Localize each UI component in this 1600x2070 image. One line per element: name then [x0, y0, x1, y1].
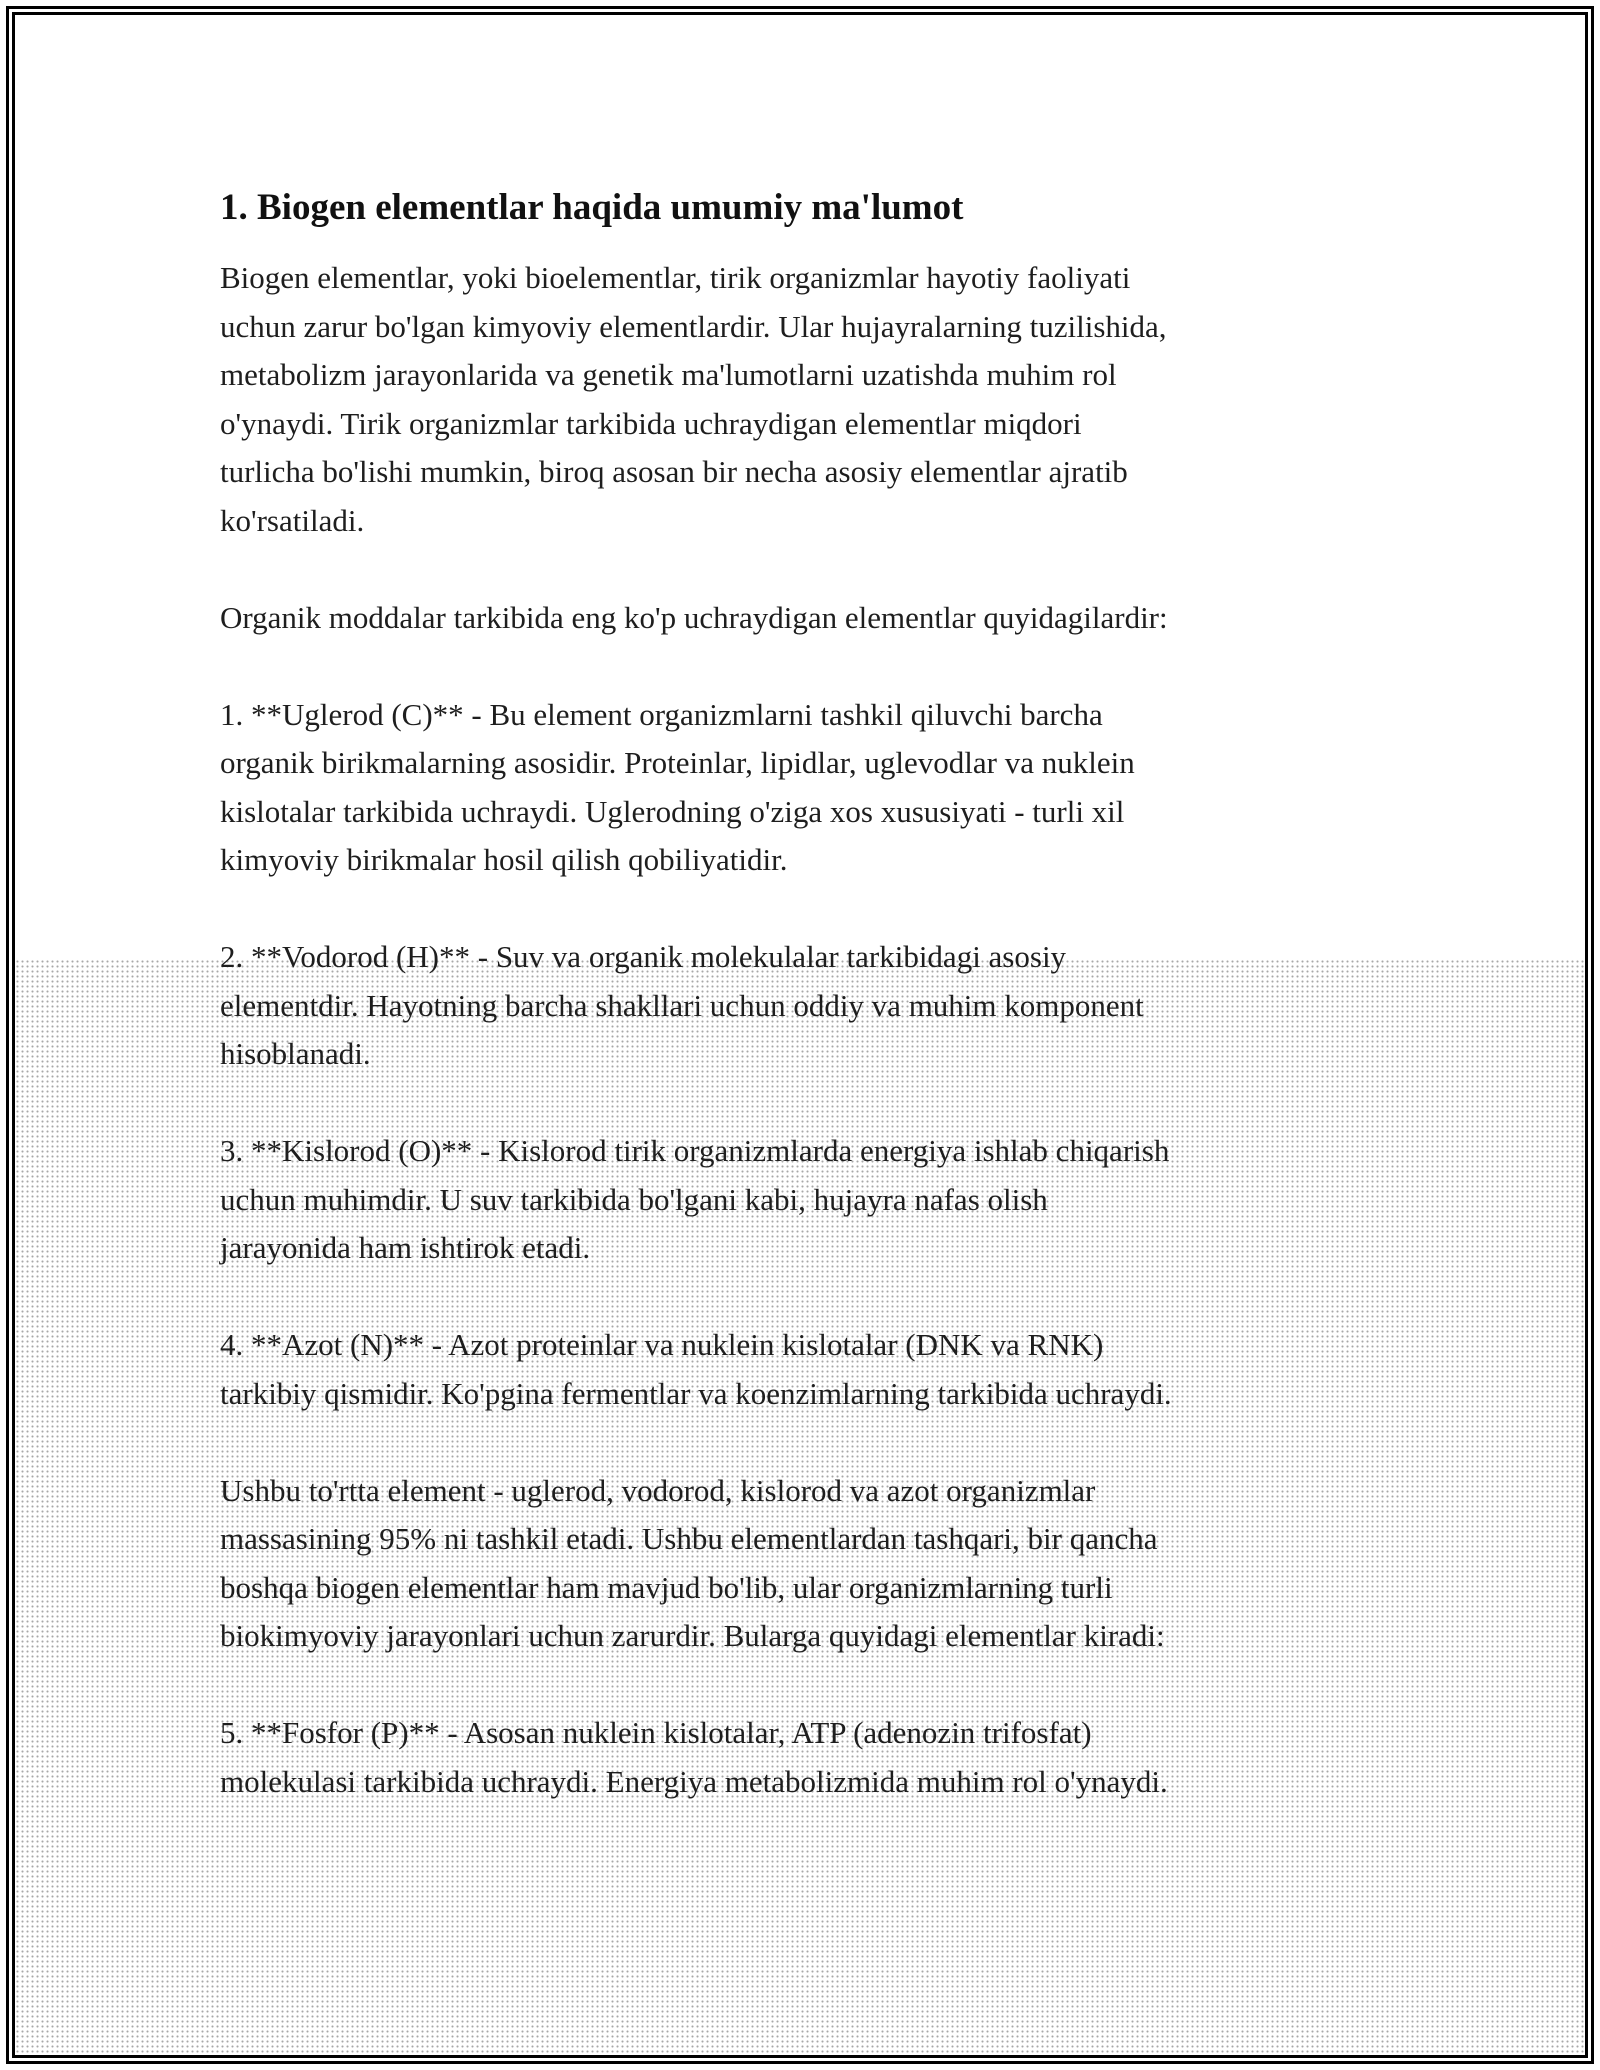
list-item-oxygen: 3. **Kislorod (O)** - Kislorod tirik organizmlarda energiya ishlab chiqarish uchun muhimdir. U suv tarkibida bo'lgani kabi, hujayra nafas olish jarayonida ham ishtirok etadi. [220, 1133, 1170, 1265]
list-intro-paragraph: Organik moddalar tarkibida eng ko'p uchraydigan elementlar quyidagilardir: [220, 599, 1168, 635]
summary-paragraph: Ushbu to'rtta element - uglerod, vodorod, kislorod va azot organizmlar massasining 95% ni tashkil etadi. Ushbu elementlardan tashqari, bir qancha boshqa biogen elementlar ham mavjud bo'lib, ular organizmlarning turli biokimyoviy jarayonlari uchun zarurdir. Bularga quyidagi elementlar kiradi: [220, 1472, 1165, 1653]
list-item-carbon: 1. **Uglerod (C)** - Bu element organizmlarni tashkil qiluvchi barcha organik birikmalarning asosidir. Proteinlar, lipidlar, uglevodlar va nuklein kislotalar tarkibida uchraydi. Uglerodning o'ziga xos xususiyati - turli xil kimyoviy birikmalar hosil qilish qobiliyatidir. [220, 696, 1135, 877]
intro-paragraph: Biogen elementlar, yoki bioelementlar, tirik organizmlar hayotiy faoliyati uchun zarur bo'lgan kimyoviy elementlardir. Ular hujayralarning tuzilishida, metabolizm jarayonlarida va genetik ma'lumotlarni uzatishda muhim rol o'ynaydi. Tirik organizmlar tarkibida uchraydigan elementlar miqdori turlicha bo'lishi mumkin, biroq asosan bir necha asosiy elementlar ajratib ko'rsatiladi. [220, 260, 1167, 538]
list-item-hydrogen: 2. **Vodorod (H)** - Suv va organik molekulalar tarkibidagi asosiy elementdir. Hayotning barcha shakllari uchun oddiy va muhim komponent hisoblanadi. [220, 939, 1144, 1071]
document-body [220, 184, 1380, 1806]
paragraph-gap [220, 642, 1380, 691]
paragraph-gap [220, 885, 1380, 934]
paragraph-gap [220, 1661, 1380, 1710]
paragraph-gap [220, 1273, 1380, 1322]
list-item-nitrogen: 4. **Azot (N)** - Azot proteinlar va nuklein kislotalar (DNK va RNK) tarkibiy qismidir. Ko'pgina fermentlar va koenzimlarning tarkibida uchraydi. [220, 1327, 1172, 1411]
paragraph-gap [220, 545, 1380, 594]
list-item-phosphorus: 5. **Fosfor (P)** - Asosan nuklein kislotalar, ATP (adenozin trifosfat) molekulasi tarkibida uchraydi. Energiya metabolizmida muhim rol o'ynaydi. [220, 1715, 1168, 1799]
paragraph-gap [220, 1418, 1380, 1467]
section-heading: 1. Biogen elementlar haqida umumiy ma'lumot [220, 187, 964, 228]
paragraph-gap [220, 1079, 1380, 1128]
